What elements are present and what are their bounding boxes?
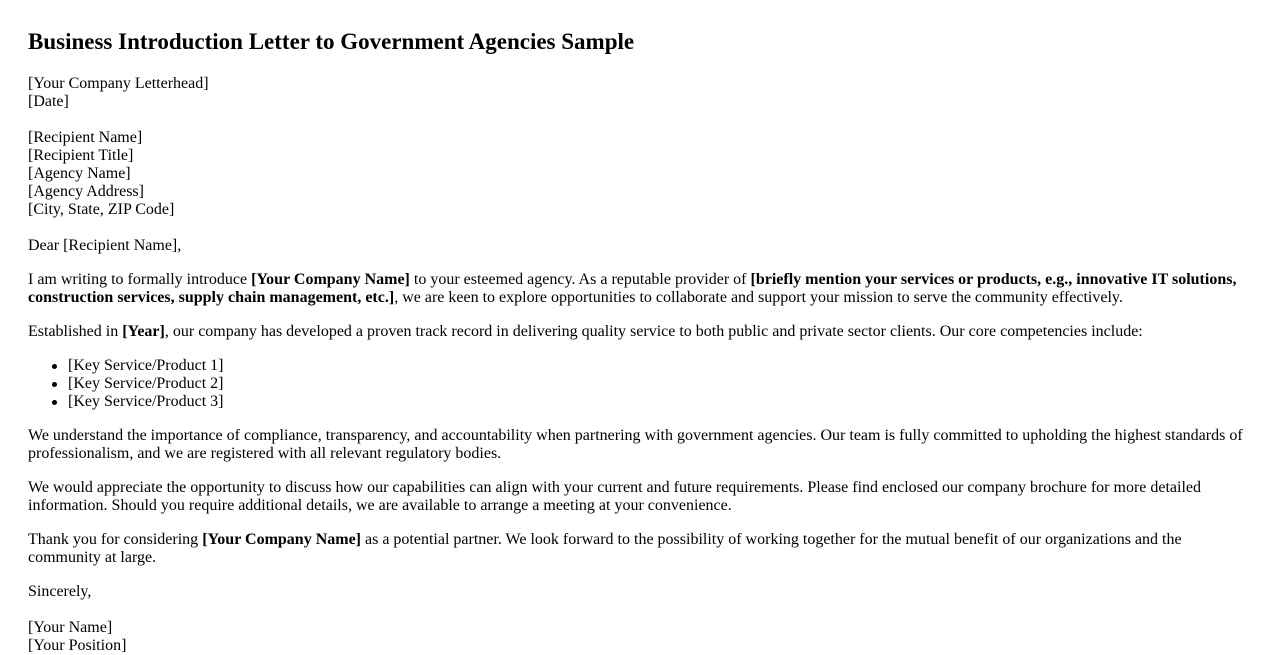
recipient-block (28, 129, 1253, 219)
list-item: [Key Service/Product 1] (68, 357, 1253, 375)
competencies-list (28, 357, 1253, 411)
intro-text-2: to your esteemed agency. As a reputable provider of (409, 271, 751, 288)
established-text-2: , our company has developed a proven track record in delivering quality service to both public and private sector clients. Our core competencies include: (164, 323, 1143, 340)
letter-date: [Date] (28, 93, 69, 110)
salutation: Dear [Recipient Name], (28, 237, 182, 254)
thanks-paragraph (28, 531, 1253, 567)
appreciation-paragraph: We would appreciate the opportunity to discuss how our capabilities can align with your current and future requirements. Please find enclosed our company brochure for more detailed information. Should you require additional details, we are available to arrange a meeting at your convenience. (28, 479, 1202, 514)
signer-name: [Your Name] (28, 619, 113, 636)
intro-text-1: I am writing to formally introduce (28, 271, 252, 288)
closing: Sincerely, (28, 583, 92, 600)
intro-services: [briefly mention your services or products, e.g., innovative IT solutions, construction services, supply chain management, etc.] (28, 271, 1237, 306)
company-letterhead: [Your Company Letterhead] (28, 75, 209, 92)
thanks-text-2: as a potential partner. We look forward to the possibility of working together for the mutual benefit of our organizations and the community at large. (28, 531, 1182, 566)
thanks-company-name: [Your Company Name] (202, 531, 361, 548)
sender-block (28, 75, 1253, 111)
established-text-1: Established in (28, 323, 123, 340)
page-title: Business Introduction Letter to Government Agencies Sample (28, 29, 635, 54)
letter-page (28, 0, 1253, 655)
list-item: [Key Service/Product 2] (68, 375, 1253, 393)
intro-text-3: , we are keen to explore opportunities to collaborate and support your mission to serve the community effectively. (394, 289, 1123, 306)
established-year: [Year] (122, 323, 165, 340)
recipient-name: [Recipient Name] (28, 129, 143, 146)
list-item: [Key Service/Product 3] (68, 393, 1253, 411)
intro-company-name: [Your Company Name] (251, 271, 410, 288)
agency-name: [Agency Name] (28, 165, 131, 182)
signer-position: [Your Position] (28, 637, 127, 654)
thanks-text-1: Thank you for considering (28, 531, 203, 548)
recipient-title: [Recipient Title] (28, 147, 134, 164)
intro-paragraph (28, 271, 1253, 307)
agency-city-state-zip: [City, State, ZIP Code] (28, 201, 175, 218)
compliance-paragraph: We understand the importance of compliance, transparency, and accountability when partnering with government agencies. Our team is fully committed to upholding the highest standards of professionalism, and we are registered with all relevant regulatory bodies. (28, 427, 1243, 462)
agency-address: [Agency Address] (28, 183, 144, 200)
established-paragraph (28, 323, 1253, 341)
